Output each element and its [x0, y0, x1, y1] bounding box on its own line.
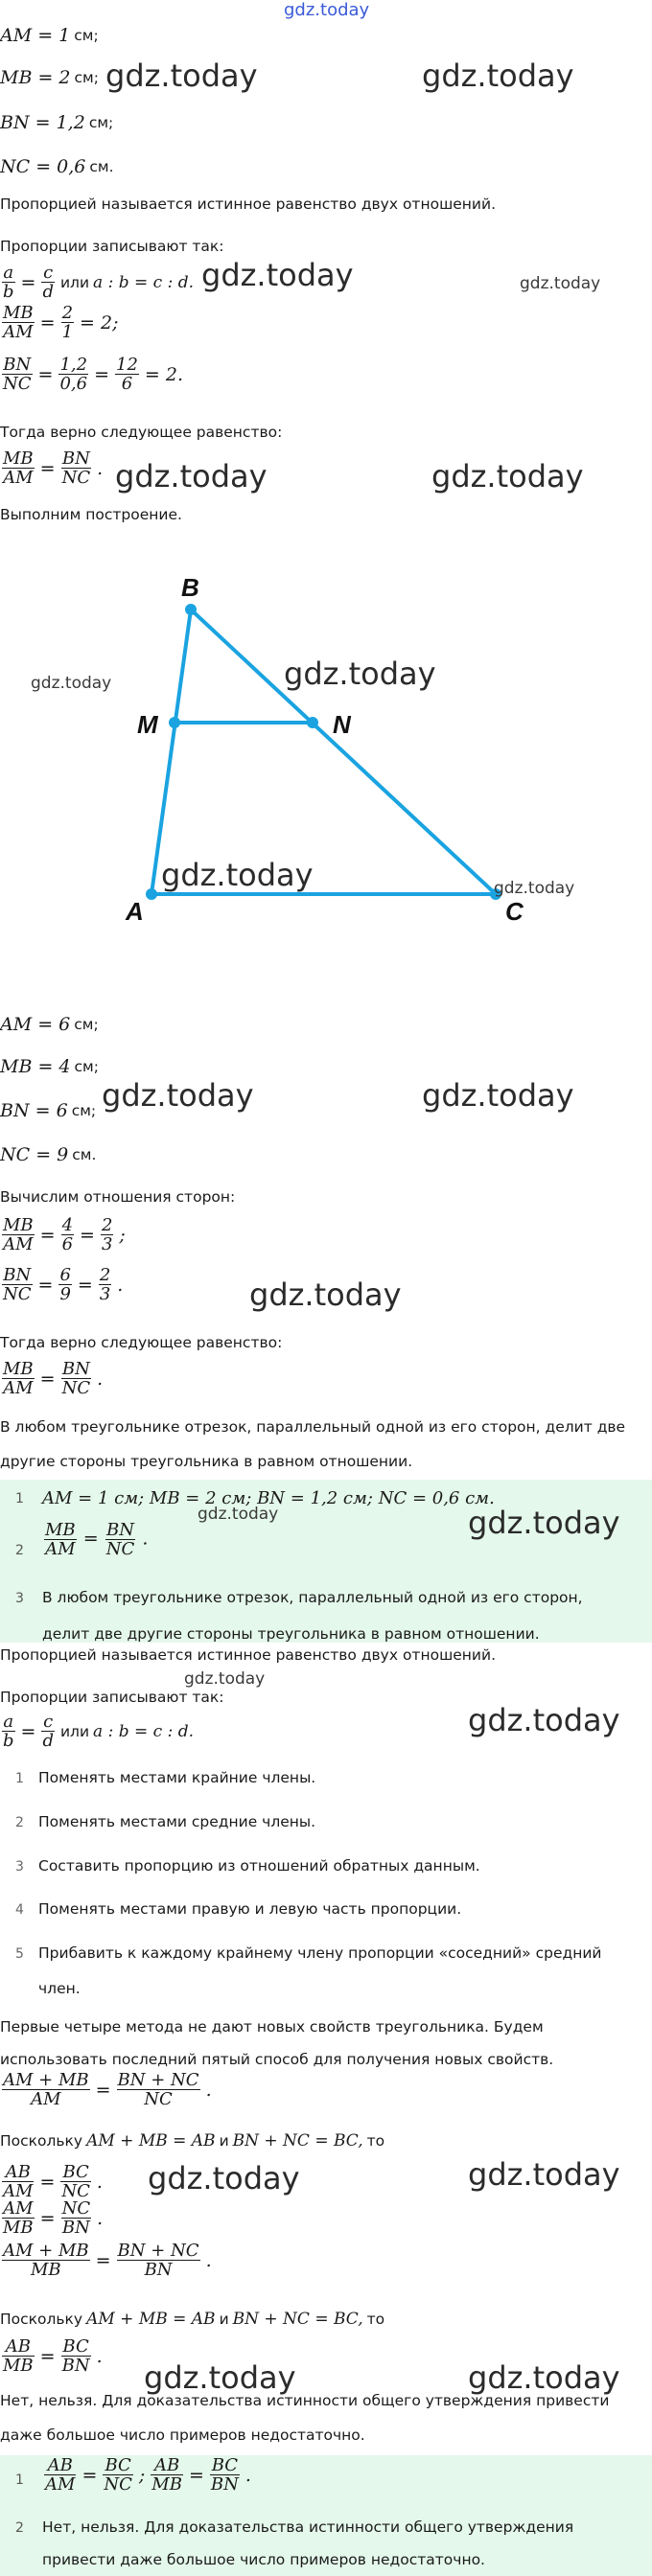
denominator: 6	[115, 374, 139, 393]
denominator: AM	[45, 2474, 76, 2495]
numerator: MB	[3, 303, 34, 323]
denominator: 0,6	[59, 374, 88, 394]
numerator: NC	[61, 2198, 91, 2219]
denominator: 6	[61, 1234, 74, 1254]
denominator: 9	[59, 1284, 71, 1304]
label-a: A	[126, 897, 144, 926]
separator: ;	[138, 2465, 146, 2486]
sum-ab: AM + MB = AB	[86, 2310, 216, 2329]
rule-line-1: В любом треугольнике отрезок, параллельный одной из его сторон, делит две	[0, 1418, 626, 1436]
denominator: AM	[45, 1539, 76, 1559]
given2-nc	[0, 1144, 96, 1165]
given-am	[0, 25, 99, 46]
am-unit: см;	[74, 1016, 99, 1033]
answer-item-2-line-2: привести даже большое число примеров недостаточно.	[42, 2551, 485, 2568]
numerator: 1,2	[59, 355, 88, 375]
numerator: AB	[47, 2455, 73, 2475]
list-number: 5	[15, 1946, 24, 1962]
denominator: MB	[151, 2474, 182, 2495]
fraction-bn-nc	[61, 1361, 92, 1397]
numerator: AM + MB	[3, 2070, 89, 2090]
numerator: AM	[3, 2198, 34, 2219]
numerator: MB	[45, 1520, 76, 1540]
then-equality: Тогда верно следующее равенство:	[0, 424, 283, 441]
proportion-intro: Пропорции записывают так:	[0, 238, 224, 255]
denominator: NC	[61, 1378, 91, 1398]
since-line-2	[0, 2310, 384, 2329]
nc-value: NC = 9	[0, 1144, 69, 1165]
denominator: BN	[61, 2356, 90, 2376]
watermark: gdz.today	[102, 1077, 254, 1114]
fraction-4-6	[61, 1217, 74, 1254]
numerator: BC	[62, 2162, 89, 2182]
denominator: d	[42, 282, 54, 302]
equation-e2: $\frac{AB}{AM}$ = $\frac{BC}{NC}$ .	[3, 2162, 103, 2201]
denominator: 1	[61, 322, 74, 342]
numerator: MB	[3, 1359, 34, 1379]
numerator: BC	[105, 2455, 131, 2475]
conclusion-line-2: даже большое число примеров недостаточно.	[0, 2426, 365, 2444]
since-word: Поскольку	[0, 2311, 83, 2328]
proportion-colon-form: a : b = c : d.	[93, 273, 194, 292]
watermark: gdz.today	[520, 274, 601, 293]
proportion-definition-2: Пропорцией называется истинное равенство двух отношений.	[0, 1646, 497, 1664]
answer-item-2-line-1: Нет, нельзя. Для доказательства истинности общего утверждения	[42, 2518, 574, 2536]
watermark: gdz.today	[148, 2160, 300, 2196]
fraction-2-3	[101, 1217, 113, 1254]
mb-value: MB = 4	[0, 1056, 71, 1077]
watermark: gdz.today	[422, 1077, 574, 1114]
answer-number: 3	[15, 1591, 24, 1606]
numerator: BN + NC	[117, 2070, 199, 2090]
denominator: AM	[2, 2089, 90, 2108]
numerator: AM + MB	[3, 2241, 89, 2261]
watermark: gdz.today	[184, 1669, 266, 1689]
nc-unit: см.	[72, 1146, 97, 1163]
equation-e1: $\frac{AM + MB}{AM}$ = $\frac{BN + NC}{NC}$ .	[3, 2070, 212, 2109]
and-word: и	[219, 2311, 229, 2328]
proportion-general-form	[0, 264, 194, 301]
fraction-mb-am	[2, 1217, 35, 1254]
sum-ab: AM + MB = AB	[86, 2131, 216, 2150]
denominator: MB	[3, 2218, 34, 2238]
point-m	[169, 717, 180, 728]
watermark: gdz.today	[144, 2359, 296, 2396]
fraction-mb-am	[2, 450, 35, 487]
conclusion-line-1: Нет, нельзя. Для доказательства истинности общего утверждения привести	[0, 2392, 610, 2409]
numerator: BN	[3, 1265, 32, 1285]
denominator: b	[3, 1731, 14, 1751]
punctuation: .	[244, 2465, 251, 2486]
numerator: AB	[154, 2455, 180, 2475]
numerator: BN	[61, 1359, 90, 1379]
punctuation: .	[96, 2172, 103, 2193]
methods-note-1: Первые четыре метода не дают новых свойств треугольника. Будем	[0, 2018, 544, 2036]
nc-value: NC = 0,6	[0, 156, 86, 177]
watermark: gdz.today	[494, 879, 575, 898]
numerator: MB	[3, 448, 34, 469]
denominator: MB	[2, 2260, 90, 2279]
punctuation: .	[117, 1275, 124, 1296]
denominator: b	[3, 282, 14, 302]
list-item: Поменять местами средние члены.	[38, 1813, 316, 1830]
fraction-12-06	[58, 356, 88, 393]
numerator: 4	[61, 1215, 74, 1235]
or-word: или	[59, 274, 90, 291]
answer-item-3-line-1: В любом треугольнике отрезок, параллельный одной из его сторон,	[42, 1589, 583, 1606]
fraction-c-d	[41, 264, 55, 301]
sum-bc: BN + NC = BC,	[232, 2131, 363, 2150]
denominator: AM	[3, 1378, 34, 1398]
denominator: NC	[105, 1539, 135, 1559]
denominator: d	[42, 1731, 54, 1751]
equals-sign: =	[39, 312, 56, 334]
numerator: AB	[5, 2162, 31, 2182]
denominator: BN	[210, 2474, 239, 2495]
watermark: gdz.today	[105, 58, 258, 94]
sum-bc: BN + NC = BC,	[232, 2310, 363, 2329]
watermark: gdz.today	[468, 2359, 620, 2396]
fraction-2-3	[99, 1267, 111, 1303]
numerator: 6	[59, 1265, 71, 1285]
label-n: N	[333, 710, 351, 739]
site-logo[interactable]: gdz.today	[284, 0, 370, 20]
watermark: gdz.today	[201, 257, 354, 293]
denominator: AM	[3, 2181, 34, 2201]
rule-line-2: другие стороны треугольника в равном отношении.	[0, 1453, 413, 1470]
am-value: AM = 1	[0, 25, 71, 46]
given2-mb	[0, 1056, 99, 1077]
denominator: NC	[104, 2474, 132, 2495]
label-b: B	[181, 573, 199, 602]
nc-unit: см.	[89, 158, 114, 175]
answer-card-2	[0, 2455, 652, 2576]
given2-bn	[0, 1100, 96, 1121]
point-n	[307, 717, 318, 728]
denominator: 3	[101, 1234, 113, 1254]
numerator: 2	[99, 1265, 111, 1285]
numerator: BN	[61, 448, 90, 469]
fraction-bn-nc	[2, 1267, 33, 1303]
label-c: C	[505, 897, 524, 926]
denominator: NC	[3, 1284, 32, 1304]
punctuation: .	[205, 2250, 212, 2271]
answer-item-3-line-2: делит две другие стороны треугольника в равном отношении.	[42, 1625, 540, 1643]
watermark: gdz.today	[249, 1276, 402, 1313]
proportion-intro-2: Пропорции записывают так:	[0, 1689, 224, 1706]
am-value: AM = 6	[0, 1014, 71, 1035]
fraction-6-9	[58, 1267, 71, 1303]
and-word: и	[219, 2132, 229, 2150]
numerator: c	[43, 263, 54, 283]
answer-number: 2	[15, 2520, 24, 2536]
numerator: BN	[106, 1520, 135, 1540]
proportion-general-form-2: $\frac{a}{b}$ = $\frac{c}{d}$ или a : b = c : d.	[3, 1712, 194, 1751]
since-word: Поскольку	[0, 2132, 83, 2150]
numerator: AB	[5, 2336, 31, 2357]
watermark: gdz.today	[422, 58, 574, 94]
methods-note-2: использовать последний пятый способ для получения новых свойств.	[0, 2051, 554, 2068]
point-b	[185, 604, 197, 615]
ratio-result: = 2;	[80, 312, 119, 334]
equals-sign: =	[39, 458, 56, 479]
list-item: Составить пропорцию из отношений обратных данным.	[38, 1857, 480, 1874]
list-item: Поменять местами правую и левую часть пропорции.	[38, 1900, 462, 1918]
equals-sign: =	[20, 272, 36, 293]
denominator: NC	[117, 2089, 200, 2108]
mb-unit: см;	[74, 1058, 99, 1075]
mb-unit: см;	[74, 69, 99, 86]
equation-e3: $\frac{AM}{MB}$ = $\frac{NC}{BN}$ .	[3, 2198, 104, 2238]
punctuation: .	[205, 2080, 212, 2101]
list-number: 3	[15, 1859, 24, 1874]
list-item-continuation: член.	[38, 1980, 81, 1997]
equals-sign: =	[37, 364, 54, 385]
denominator: AM	[3, 322, 34, 342]
fraction-bn-nc	[61, 450, 92, 487]
proportion-colon-form: a : b = c : d.	[93, 1722, 194, 1741]
punctuation: .	[97, 2208, 104, 2229]
bn-unit: см;	[88, 114, 114, 131]
fraction-mb-am	[2, 1361, 35, 1397]
answer-number: 1	[15, 2472, 24, 2488]
ratio2-bn-nc: $\frac{BN}{NC}$ = $\frac{6}{9}$ = $\frac{2}{3}$ .	[3, 1265, 124, 1304]
equality-mb-am-bn-nc: $\frac{MB}{AM}$ = $\frac{BN}{NC}$ .	[3, 448, 104, 488]
numerator: 12	[116, 355, 138, 375]
denominator: NC	[61, 468, 91, 488]
answer-item-2: $\frac{MB}{AM}$ = $\frac{BN}{NC}$ .	[45, 1520, 149, 1559]
then-word: то	[366, 2311, 385, 2328]
list-item: Прибавить к каждому крайнему члену пропорции «соседний» средний	[38, 1944, 602, 1962]
mb-value: MB = 2	[0, 67, 71, 88]
denominator: BN	[61, 2218, 90, 2238]
watermark: gdz.today	[284, 656, 436, 692]
answer-item-1: AM = 1 см; MB = 2 см; BN = 1,2 см; NC = 0,6 см.	[42, 1488, 495, 1508]
watermark: gdz.today	[431, 458, 584, 494]
answer-number: 1	[15, 1491, 24, 1506]
numerator: BN + NC	[117, 2241, 199, 2261]
list-item: Поменять местами крайние члены.	[38, 1769, 316, 1786]
ratio2-mb-am: $\frac{MB}{AM}$ = $\frac{4}{6}$ = $\frac{2}{3}$ ;	[3, 1215, 126, 1254]
ratio-result: = 2.	[144, 364, 184, 385]
answer-number: 2	[15, 1543, 24, 1558]
denominator: NC	[61, 2181, 90, 2201]
fraction-12-6	[115, 356, 139, 393]
list-number: 4	[15, 1902, 24, 1918]
numerator: a	[3, 1712, 14, 1732]
fraction-2-1	[61, 305, 74, 341]
numerator: MB	[3, 1215, 34, 1235]
equation-e4: $\frac{AM + MB}{MB}$ = $\frac{BN + NC}{BN}$ .	[3, 2241, 212, 2280]
side-ba	[151, 610, 191, 894]
given-bn	[0, 112, 113, 133]
denominator: AM	[3, 468, 34, 488]
denominator: AM	[3, 1234, 34, 1254]
point-a	[146, 888, 157, 900]
numerator: c	[43, 1712, 54, 1732]
denominator: MB	[3, 2356, 34, 2376]
denominator: NC	[3, 374, 32, 394]
bn-value: BN = 6	[0, 1100, 68, 1121]
answer-item-1: $\frac{AB}{AM}$ = $\frac{BC}{NC}$ ; $\frac{AB}{MB}$ = $\frac{BC}{BN}$ .	[45, 2455, 251, 2495]
proportion-definition: Пропорцией называется истинное равенство двух отношений.	[0, 196, 497, 213]
side-bc	[191, 610, 496, 894]
am-unit: см;	[74, 27, 99, 44]
numerator: 2	[61, 303, 74, 323]
watermark: gdz.today	[468, 1702, 620, 1738]
fraction-bn-nc	[2, 356, 33, 393]
or-word: или	[59, 1723, 90, 1740]
watermark: gdz.today	[115, 458, 268, 494]
given-mb	[0, 67, 99, 88]
equals-sign: =	[94, 364, 110, 385]
list-number: 1	[15, 1771, 24, 1786]
equality2-mb-am-bn-nc: $\frac{MB}{AM}$ = $\frac{BN}{NC}$ .	[3, 1359, 104, 1398]
fraction-a-b	[2, 264, 15, 301]
punctuation: .	[96, 2346, 103, 2367]
list-number: 2	[15, 1815, 24, 1830]
watermark: gdz.today	[31, 674, 112, 693]
numerator: BC	[211, 2455, 239, 2475]
given2-am	[0, 1014, 99, 1035]
watermark: gdz.today	[198, 1505, 279, 1524]
ratio-mb-am	[0, 305, 119, 341]
ratio-bn-nc	[0, 356, 183, 393]
then-word: то	[366, 2132, 385, 2150]
watermark: gdz.today	[468, 2156, 620, 2193]
then-equality-2: Тогда верно следующее равенство:	[0, 1334, 283, 1351]
fraction-mb-am	[2, 305, 35, 341]
numerator: a	[3, 263, 14, 283]
numerator: 2	[101, 1215, 113, 1235]
numerator: BN	[3, 355, 32, 375]
bn-value: BN = 1,2	[0, 112, 85, 133]
watermark: gdz.today	[468, 1505, 620, 1541]
numerator: BC	[62, 2336, 89, 2357]
calc-ratios: Вычислим отношения сторон:	[0, 1188, 236, 1206]
construction-note: Выполним построение.	[0, 506, 182, 523]
given-nc	[0, 156, 114, 177]
bn-unit: см;	[71, 1102, 97, 1119]
watermark: gdz.today	[161, 857, 314, 893]
punctuation: ;	[119, 1225, 126, 1246]
since-line-1	[0, 2131, 384, 2150]
equation-e5: $\frac{AB}{MB}$ = $\frac{BC}{BN}$ .	[3, 2336, 103, 2376]
denominator: 3	[99, 1284, 111, 1304]
denominator: BN	[117, 2260, 200, 2279]
label-m: M	[137, 710, 158, 739]
